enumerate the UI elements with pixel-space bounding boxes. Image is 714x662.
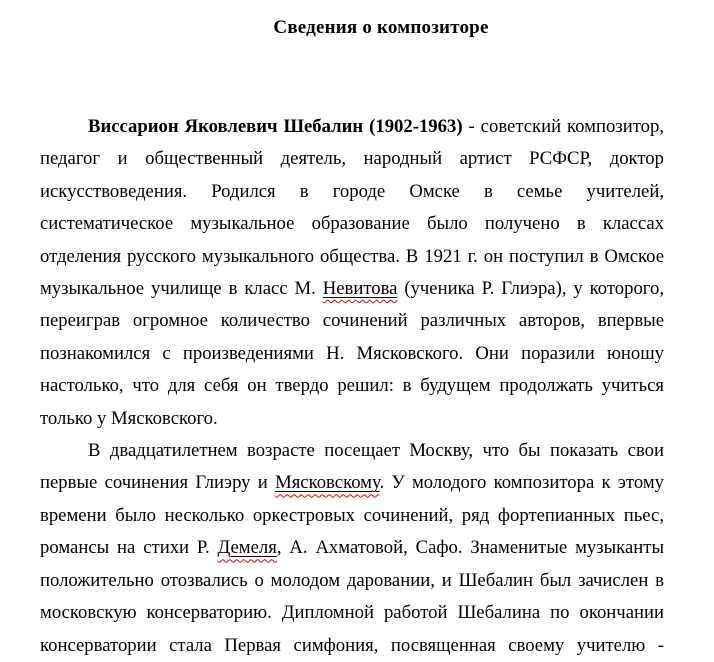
spellcheck-squiggle: Демеля [217, 537, 277, 559]
text-run: - советский композитор, педагог и общественный деятель, народный артист РСФСР, доктор искусствоведения. Родился в городе Омске в семье учителей, систематическое музыкальное образование было получено в классах отделения русского музыкального общества. В 1921 г. он поступил в Омское музыкальное училище в класс М. [40, 116, 664, 300]
document-title: Сведения о композиторе [273, 17, 489, 38]
bold-text-run: Виссарион Яковлевич Шебалин (1902-1963) [88, 116, 463, 137]
paragraph [40, 111, 664, 435]
spellcheck-squiggle: Мясковскому [275, 472, 380, 494]
document-page [0, 17, 714, 656]
misspelled-word [218, 537, 277, 558]
misspelled-word [323, 278, 398, 299]
spellcheck-squiggle: Невитова [322, 278, 398, 300]
text-run: . У молодого композитора к этому времени было несколько оркестровых сочинений, ряд фортепианных пьес, романсы на стихи Р. [40, 472, 664, 559]
document-body[interactable] [40, 111, 664, 662]
text-run: , А. Ахматовой, Сафо. Знаменитые музыканты положительно отозвались о молодом даровании, и Шебалин был зачислен в московскую консерваторию. Дипломной работой Шебалина по окончании консерватории стала Первая симфония, посвященная своему учителю - [40, 537, 664, 656]
misspelled-word [275, 472, 379, 493]
text-run: В двадцатилетнем возрасте посещает Москву, что бы показать свои первые сочинения Глиэру и [40, 440, 664, 494]
text-run: (ученика Р. Глиэра), у которого, переиграв огромное количество сочинений различных авторов, впервые познакомился с произведениями Н. Мясковского. Они поразили юношу настолько, что для себя он твердо решил: в будущем продолжать учиться только у Мясковского. [40, 278, 665, 429]
paragraph [40, 435, 664, 662]
